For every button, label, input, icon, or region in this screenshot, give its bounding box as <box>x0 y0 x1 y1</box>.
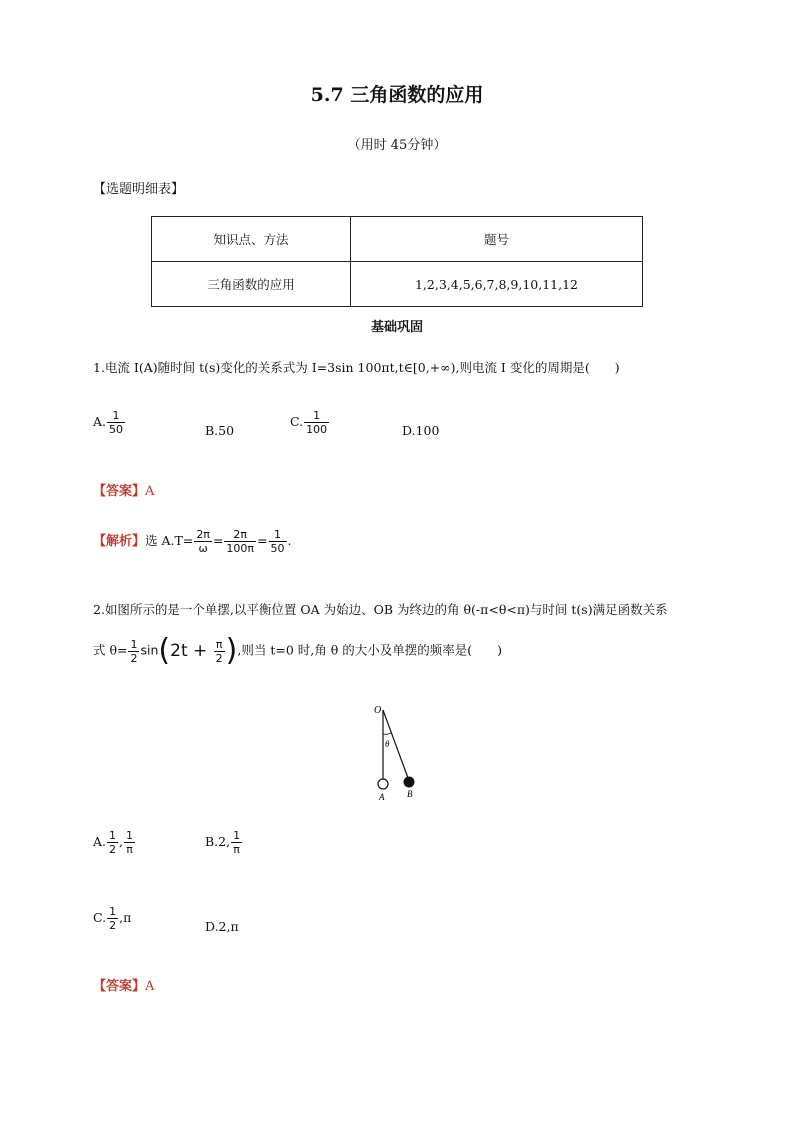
section-heading-table: 【选题明细表】 <box>93 182 185 197</box>
answer-tag: 【答案】 <box>93 484 146 499</box>
table-header-cell: 题号 <box>351 217 643 262</box>
numerator: 1 <box>107 409 125 423</box>
question-1-option-d[interactable]: D.100 <box>402 423 440 438</box>
option-label: A. <box>93 414 107 429</box>
numerator: 1 <box>130 637 138 651</box>
stem-suffix: ,则当 t=0 时,角 θ 的大小及单摆的频率是( ) <box>237 642 502 658</box>
fraction <box>107 829 118 856</box>
question-2-option-c[interactable] <box>93 905 131 932</box>
left-paren-icon: ( <box>158 633 171 668</box>
option-label: A. <box>93 834 107 849</box>
table-header-cell: 知识点、方法 <box>152 217 351 262</box>
fraction <box>214 638 225 665</box>
label-o: O <box>374 705 382 716</box>
fraction <box>304 409 329 436</box>
denominator: 100 <box>306 423 328 436</box>
question-2-stem-line-2 <box>93 633 502 668</box>
answer-value: A <box>145 979 155 994</box>
denominator: π <box>233 843 240 856</box>
numerator: 1 <box>109 905 117 918</box>
fraction <box>231 829 242 856</box>
time-limit: （用时 45分钟） <box>347 138 447 153</box>
question-2-option-b[interactable] <box>205 829 243 856</box>
option-tail: ,π <box>119 910 132 925</box>
fraction <box>107 905 118 932</box>
denominator: 2 <box>109 919 117 932</box>
angle-arc <box>383 733 391 734</box>
table-row <box>152 262 643 307</box>
numerator: π <box>214 638 225 652</box>
question-2-option-d[interactable]: D.2,π <box>205 919 239 934</box>
table-cell: 1,2,3,4,5,6,7,8,9,10,11,12 <box>351 262 643 307</box>
option-label: C. <box>290 414 304 429</box>
pendulum-figure <box>360 700 430 804</box>
right-paren-icon: ) <box>225 633 238 668</box>
numerator: 2π <box>224 528 256 542</box>
sin-function: sin <box>140 642 159 658</box>
label-a: A <box>379 792 385 802</box>
label-b: B <box>407 789 413 799</box>
option-label: C. <box>93 910 107 925</box>
numerator: 1 <box>269 528 287 542</box>
label-theta: θ <box>385 739 390 749</box>
answer-tag: 【答案】 <box>93 979 146 994</box>
answer-value: A <box>145 484 155 499</box>
question-2-option-a[interactable] <box>93 829 136 856</box>
page-title: 5.7 三角函数的应用 <box>310 84 484 106</box>
equals-sign: = <box>212 533 224 548</box>
question-1-option-b[interactable]: B.50 <box>205 423 235 438</box>
numerator: 1 <box>233 829 241 842</box>
denominator: 50 <box>109 423 124 436</box>
topic-table <box>151 216 643 307</box>
equals-sign: = <box>257 533 268 548</box>
analysis-tag: 【解析】 <box>93 534 146 549</box>
numerator: 1 <box>304 409 329 423</box>
question-2-answer <box>93 975 154 994</box>
fraction <box>128 638 139 665</box>
fraction <box>194 528 212 555</box>
denominator: 2 <box>215 651 223 665</box>
table-header-row <box>152 217 643 262</box>
question-1-answer <box>93 480 154 499</box>
question-1-option-c[interactable] <box>290 409 330 436</box>
bob-a-icon <box>378 779 388 789</box>
numerator: 1 <box>109 829 117 842</box>
stem-prefix: 式 θ= <box>93 642 128 658</box>
question-1-stem: 1.电流 I(A)随时间 t(s)变化的关系式为 I=3sin 100πt,t∈[0,+∞),则电流 I 变化的周期是( ) <box>93 360 620 375</box>
denominator: 2 <box>109 843 117 856</box>
question-1-option-a[interactable] <box>93 409 126 436</box>
denominator: ω <box>198 542 208 555</box>
denominator: 100π <box>226 542 255 555</box>
fraction <box>107 409 125 436</box>
inner-expression: 2t + <box>170 641 213 661</box>
numerator: 2π <box>196 528 210 541</box>
question-2-stem-line-1: 2.如图所示的是一个单摆,以平衡位置 OA 为始边、OB 为终边的角 θ(-π<θ<π)与时间 t(s)满足函数关系 <box>93 602 668 617</box>
separator: , <box>119 834 123 849</box>
question-1-analysis <box>93 528 292 555</box>
period: . <box>287 533 292 548</box>
table-cell: 三角函数的应用 <box>152 262 351 307</box>
fraction <box>224 528 256 555</box>
denominator: 50 <box>270 542 285 555</box>
denominator: π <box>126 843 133 856</box>
analysis-prefix: 选 A.T= <box>145 533 194 548</box>
fraction <box>124 829 135 856</box>
section-heading-basic: 基础巩固 <box>370 320 423 335</box>
numerator: 1 <box>126 829 133 842</box>
fraction <box>269 528 287 555</box>
denominator: 2 <box>130 651 138 665</box>
option-label: B.2, <box>205 834 231 849</box>
bob-b-icon <box>404 777 415 788</box>
